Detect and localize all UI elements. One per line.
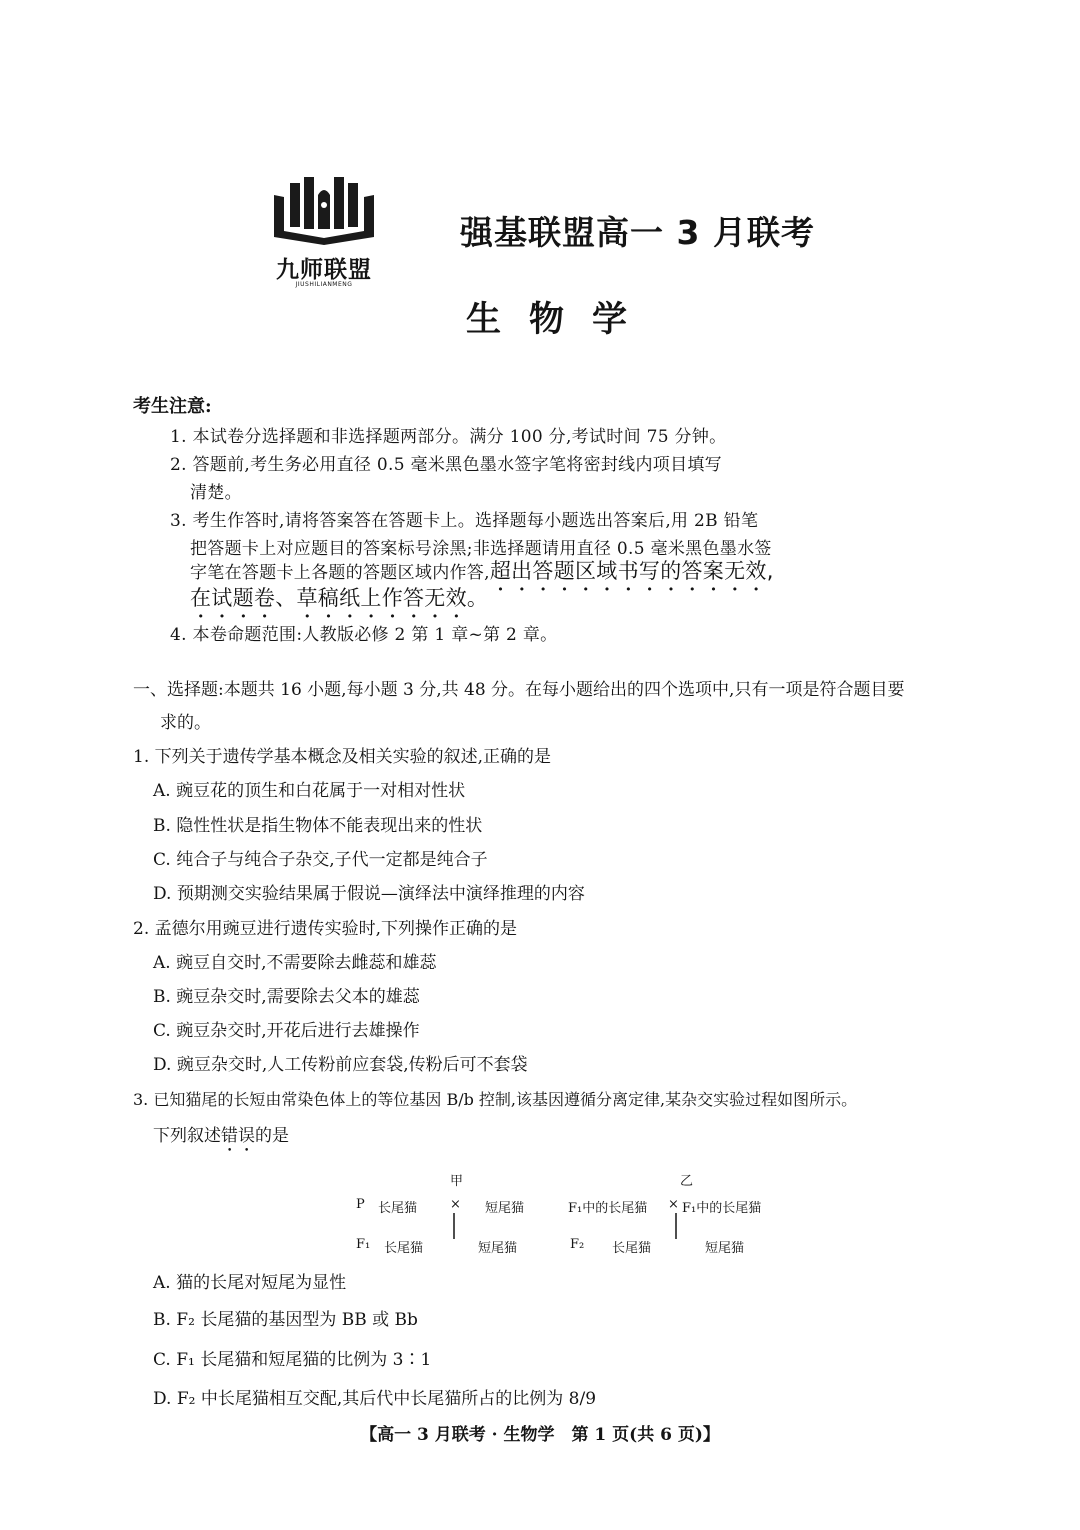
f2-short-cat: 短尾猫	[705, 1241, 745, 1256]
question-3-option-a: A. 猫的长尾对短尾为显性	[153, 1273, 347, 1293]
logo-subtitle: JIUSHILIANMENG	[295, 281, 353, 288]
section-heading: 一、选择题:本题共 16 小题,每小题 3 分,共 48 分。在每小题给出的四个选项中,只有一项是符合题目要	[133, 680, 905, 700]
notice-line: 4. 本卷命题范围:人教版必修 2 第 1 章~第 2 章。	[170, 625, 558, 645]
question-1-option-d: D. 预期测交实验结果属于假说—演绎法中演绎推理的内容	[153, 884, 585, 904]
stem-text: 下列叙述	[153, 1126, 221, 1146]
parent-short-cat: 短尾猫	[485, 1201, 525, 1216]
question-1-option-b: B. 隐性性状是指生物体不能表现出来的性状	[153, 816, 483, 836]
question-3-option-d: D. F₂ 中长尾猫相互交配,其后代中长尾猫所占的比例为 8/9	[153, 1389, 597, 1409]
notice-line: 把答题卡上对应题目的答案标号涂黑;非选择题请用直径 0.5 毫米黑色墨水签	[190, 539, 772, 559]
question-2-option-a: A. 豌豆自交时,不需要除去雌蕊和雄蕊	[153, 953, 437, 973]
f1-long-cat: 长尾猫	[384, 1241, 424, 1256]
notice-line: 字笔在答题卡上各题的答题区域内作答,	[190, 563, 490, 583]
arrow-down-icon	[670, 1213, 682, 1241]
section-heading-cont: 求的。	[160, 713, 211, 733]
question-2-stem: 2. 孟德尔用豌豆进行遗传实验时,下列操作正确的是	[133, 919, 518, 939]
label-jia: 甲	[450, 1174, 464, 1189]
logo-wordmark: 九师联盟	[276, 257, 372, 283]
notice-emphasis: 超出答题区域书写的答案无效,	[489, 559, 774, 583]
stem-text: 的是	[255, 1126, 289, 1146]
notice-title: 考生注意:	[133, 396, 212, 417]
question-3-stem: 3. 已知猫尾的长短由常染色体上的等位基因 B/b 控制,该基因遵循分离定律,某杂交实验过程如图所示。	[133, 1090, 858, 1109]
generation-f1: F₁	[356, 1237, 371, 1252]
cross-symbol: ×	[668, 1197, 679, 1212]
question-2-option-b: B. 豌豆杂交时,需要除去父本的雄蕊	[153, 987, 420, 1007]
notice-line: 1. 本试卷分选择题和非选择题两部分。满分 100 分,考试时间 75 分钟。	[170, 427, 727, 447]
notice-line: 3. 考生作答时,请将答案答在答题卡上。选择题每小题选出答案后,用 2B 铅笔	[170, 511, 759, 531]
exam-title: 强基联盟高一 3 月联考	[460, 213, 815, 252]
jiushi-alliance-logo	[268, 175, 388, 293]
cross-symbol: ×	[450, 1197, 461, 1212]
parent-long-cat: 长尾猫	[378, 1201, 418, 1216]
question-2-option-d: D. 豌豆杂交时,人工传粉前应套袋,传粉后可不套袋	[153, 1055, 528, 1075]
question-1-option-c: C. 纯合子与纯合子杂交,子代一定都是纯合子	[153, 850, 488, 870]
generation-f2: F₂	[570, 1237, 585, 1252]
notice-emphasis: 在试题卷、草稿纸上作答无效。	[190, 586, 489, 610]
question-3-option-c: C. F₁ 长尾猫和短尾猫的比例为 3∶1	[153, 1350, 432, 1370]
f2-long-cat: 长尾猫	[612, 1241, 652, 1256]
question-2-option-c: C. 豌豆杂交时,开花后进行去雄操作	[153, 1021, 420, 1041]
book-building-icon	[268, 175, 380, 247]
page-footer: 【高一 3 月联考 · 生物学 第 1 页(共 6 页)】	[360, 1425, 720, 1445]
question-3-stem-cont	[153, 1121, 289, 1156]
generation-p: P	[356, 1197, 365, 1212]
question-1-option-a: A. 豌豆花的顶生和白花属于一对相对性状	[153, 781, 466, 801]
f1-long-cat-right: F₁中的长尾猫	[682, 1201, 762, 1216]
notice-line: 2. 答题前,考生务必用直径 0.5 毫米黑色墨水签字笔将密封线内项目填写	[170, 455, 722, 475]
question-1-stem: 1. 下列关于遗传学基本概念及相关实验的叙述,正确的是	[133, 747, 552, 767]
subject-title: 生物学	[466, 300, 656, 340]
cross-diagram	[340, 1165, 800, 1255]
question-3-option-b: B. F₂ 长尾猫的基因型为 BB 或 Bb	[153, 1310, 418, 1330]
f1-short-cat: 短尾猫	[478, 1241, 518, 1256]
f1-long-cat-left: F₁中的长尾猫	[568, 1201, 648, 1216]
stem-emphasis: 错误	[221, 1126, 255, 1146]
label-yi: 乙	[680, 1174, 694, 1189]
notice-line: 清楚。	[190, 483, 242, 503]
arrow-down-icon	[448, 1213, 460, 1241]
